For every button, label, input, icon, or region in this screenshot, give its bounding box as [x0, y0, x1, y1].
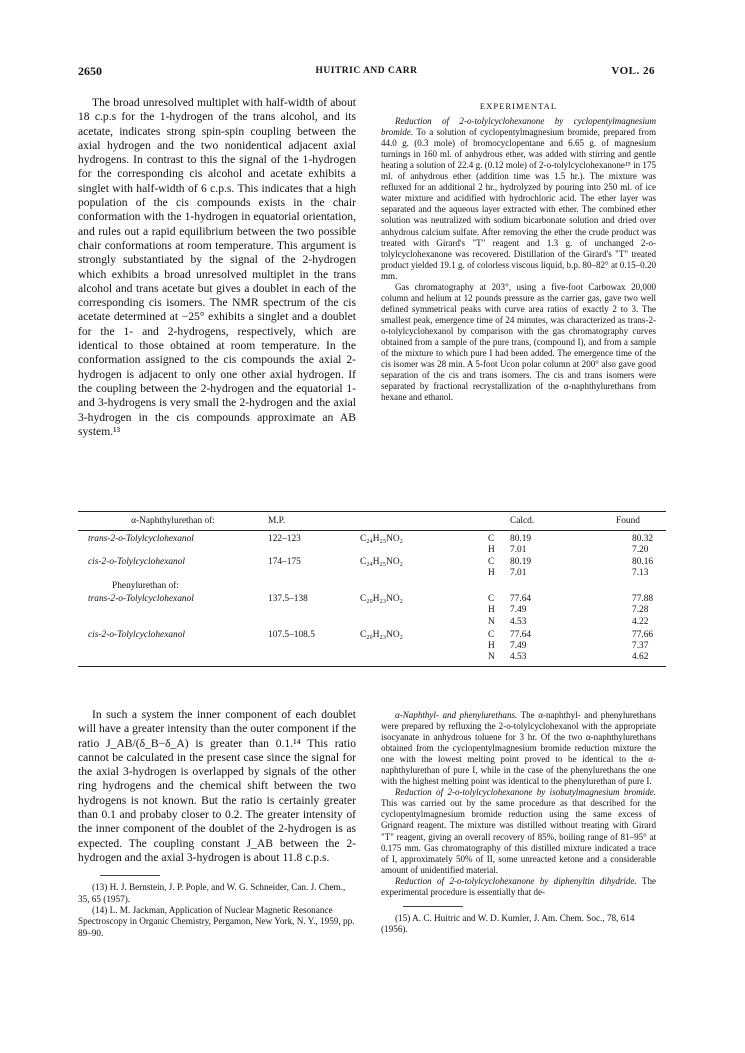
- running-title: HUITRIC AND CARR: [315, 66, 418, 76]
- table-subheading: Phenylurethan of:: [112, 581, 179, 592]
- footnotes: [78, 882, 356, 939]
- body-paragraph: [381, 710, 656, 787]
- paragraph-lead: α-Naphthyl- and phenylurethans.: [395, 710, 518, 720]
- volume-label: VOL. 26: [611, 65, 655, 77]
- melting-point: 137.5–138: [268, 594, 308, 605]
- element-symbols: C H: [488, 534, 495, 556]
- compound-name: trans-2-o-Tolylcyclohexanol: [88, 594, 194, 605]
- element-symbols: C H: [488, 556, 495, 578]
- col-header-calcd: Calcd.: [510, 514, 606, 531]
- found-values: 80.16 7.13: [632, 556, 654, 578]
- running-header: [78, 64, 655, 80]
- compound-name: cis-2-o-Tolylcyclohexanol: [78, 628, 268, 667]
- paragraph-lead: Reduction of 2-o-tolylcyclohexanone by diphenyltin dihydride.: [395, 875, 637, 886]
- experimental-paragraph: [381, 116, 656, 282]
- page-number: 2650: [78, 64, 102, 78]
- body-paragraph: The broad unresolved multiplet with half-width of about 18 c.p.s for the 1-hydrogen of the trans alcohol, and its acetate, indicates strong spin-spin coupling between the axial hydrogen and the two nonidentical adjacent axial hydrogens. In contrast to this the signal of the 1-hydrogen for the corresponding cis alcohol and acetate exhibits a singlet with half-width of 6 c.p.s. This indicates that a high population of the cis compounds exists in the chair conformation with the 1-hydrogen in equatorial orientation, and rules out a rapid equilibrium between the two possible chair conformations at room temperature. This argument is strongly substantiated by the signal of the 2-hydrogen which exhibits a broad unresolved multiplet in the trans alcohol and trans acetate but gives a doublet in each of the corresponding cis isomers. The NMR spectrum of the cis acetate determined at −25° exhibits a singlet and a doublet for the 1- and 2-hydrogens, respectively, which are identical to those obtained at room temperature. In the conformation assigned to the cis compounds the axial 2-hydrogen is adjacent to only one other axial hydrogen. If the coupling between the 2-hydrogen and the equatorial 1- and 3-hydrogens is very small the 2-hydrogen and the axial 3-hydrogen in the cis compounds approximate an AB system.¹³: [78, 96, 356, 438]
- compound-name: cis-2-o-Tolylcyclohexanol: [88, 556, 186, 567]
- section-heading: EXPERIMENTAL: [479, 101, 558, 111]
- col-header-found: Found: [606, 514, 666, 531]
- footnote-15: (15) A. C. Huitric and W. D. Kumler, J. Am. Chem. Soc., 78, 614 (1956).: [381, 912, 635, 935]
- calcd-values: 77.64 7.49 4.53: [510, 628, 606, 667]
- col-header-formula: [360, 514, 488, 531]
- formula: C₂₄H₂₅NO₂: [360, 556, 403, 567]
- paragraph-lead: Reduction of 2-o-tolylcyclohexanone by cyclopentylmagnesium bromide.: [381, 116, 656, 138]
- calcd-values: 80.19 7.01: [510, 556, 532, 578]
- experimental-paragraph: [381, 282, 656, 404]
- footnote-13: (13) H. J. Bernstein, J. P. Pople, and W. G. Schneider, Can. J. Chem., 35, 65 (1957).: [78, 882, 346, 904]
- footnote-rule: [100, 875, 160, 876]
- left-column-bottom: [78, 708, 356, 939]
- found-values: 77.88 7.28 4.22: [632, 594, 654, 627]
- table-row: [78, 557, 666, 579]
- table-top-rule: [78, 511, 666, 512]
- col-header-element: [488, 514, 510, 531]
- paragraph-text: Gas chromatography at 203°, using a five-foot Carbowax 20,000 column and helium at 12 pounds pressure as the carrier gas, gave two well defined symmetrical peaks with curve area ratios of exactly 2 to 3. The smallest peak, emergence time of 24 minutes, was characterized as trans-2-o-tolylcyclohexanol by comparison with the gas chromatography curves obtained from a sample of the pure trans, (compound I), and from a sample of the mixture to which pure I had been added. The emergence time of the cis isomer was 28 min. A 5-foot Ucon polar column at 200° also gave good separation of the cis and trans isomers. The cis and trans isomers were separated by fractional recrystallization of the α-naphthylurethans from hexane and ethanol.: [381, 281, 656, 403]
- col-header-compound: α-Naphthylurethan of:: [78, 514, 268, 531]
- table-row: [78, 628, 666, 667]
- table-row: [78, 531, 666, 557]
- experimental-section: [381, 101, 656, 403]
- body-paragraph: [381, 876, 656, 898]
- left-column-top: [78, 96, 356, 439]
- table-header-row: [78, 514, 666, 531]
- melting-point: 107.5–108.5: [268, 628, 360, 667]
- element-symbols: C H N: [488, 628, 510, 667]
- paragraph-lead: Reduction of 2-o-tolylcyclohexanone by isobutylmagnesium bromide.: [395, 787, 656, 798]
- col-header-mp: M.P.: [268, 514, 360, 531]
- table-subheading-row: [78, 579, 666, 594]
- formula: C₂₄H₂₅NO₂: [360, 534, 403, 545]
- melting-point: 122–123: [268, 534, 301, 545]
- calcd-values: 77.64 7.49 4.53: [510, 594, 532, 627]
- footnote-rule: [403, 906, 463, 907]
- body-paragraph: In such a system the inner component of each doublet will have a greater intensity than the outer component if the ratio J_AB/(δ_B−δ_A) is greater than 0.1.¹⁴ This ratio cannot be calculated in the present case since the signal for the axial 3-hydrogen is overlapped by signals of the other ring hydrogens and the chemical shift between the two hydrogens is not known. But the ratio is certainly greater than 0.1 and probaby closer to 0.2. The greater intensity of the inner component of the doublet of the 2-hydrogen is as expected. The coupling constant J_AB between the 2-hydrogen and the axial 3-hydrogen is about 11.8 c.p.s.: [78, 708, 356, 864]
- melting-point: 174–175: [268, 556, 301, 567]
- table-row: [78, 594, 666, 628]
- formula: C₂₀H₂₃NO₂: [360, 628, 488, 667]
- formula: C₂₀H₂₃NO₂: [360, 594, 403, 605]
- body-paragraph: [381, 787, 656, 875]
- analysis-table: [78, 514, 666, 667]
- paragraph-text: The experimental procedure is essentially that de-: [381, 875, 656, 897]
- found-values: 77.66 7.37 4.62: [606, 628, 666, 667]
- paragraph-text: To a solution of cyclopentylmagnesium bromide, prepared from 44.0 g. (0.3 mole) of bromocyclopentane and 6.65 g. of magnesium turnings in 160 ml. of anhydrous ether, was added with stirring and gentle heating a solution of 22.4 g. (0.12 mole) of 2-o-tolylcyclohexanone¹⁵ in 175 ml. of anhydrous ether (addition time was 1.5 hr.). The mixture was refluxed for an additional 2 hr., hydrolyzed by pouring into 250 ml. of ice water mixture and acidified with hydrochloric acid. The ether layer was separated and the aqueous layer extracted with ether. The combined ether solution was neutralized with sodium bicarbonate solution and dried over anhydrous calcium sulfate. After removing the ether the crude product was treated with Girard's "T" reagent and 1.3 g. of unchanged 2-o-tolylcyclohexanone was recovered. Distillation of the Girard's "T" treated product yielded 19.1 g. of colorless viscous liquid, b.p. 80–82° at 0.15–0.20 mm.: [381, 127, 656, 281]
- paragraph-text: This was carried out by the same procedure as that described for the cyclopentylmagnesium bromide reduction using the same excess of Grignard reagent. The mixture was distilled without treating with Girard "T" reagent, giving an overall recovery of 85%, boiling range of 81–95° at 0.175 mm. Gas chromatography of this distilled mixture indicated a trace of I, approximately 50% of II, some unreacted ketone and a considerable amount of unidentified material.: [381, 798, 656, 875]
- footnote-14: (14) L. M. Jackman, Application of Nuclear Magnetic Resonance Spectroscopy in Organic Chemistry, Pergamon, New York, N. Y., 1959, pp. 89–90.: [78, 905, 355, 938]
- found-values: 80.32 7.20: [632, 534, 654, 556]
- calcd-values: 80.19 7.01: [510, 534, 532, 556]
- right-column-bottom: [381, 710, 656, 936]
- compound-name: trans-2-o-Tolylcyclohexanol: [88, 534, 194, 545]
- element-symbols: C H N: [488, 594, 495, 627]
- paragraph-text: The α-naphthyl- and phenylurethans were prepared by refluxing the 2-o-tolylcyclohexanol with the appropriate isocyanate in anhydrous toluene for 3 hr. Of the two α-naphthylurethans obtained from the cyclopentylmagnesium bromide reduction mixture the one with the lowest melting point proved to be identical to the α-naphthylurethan of pure I, while in the case of the phenylurethans the one with the highest melting point was identical to the phenylurethan of pure I.: [381, 710, 656, 787]
